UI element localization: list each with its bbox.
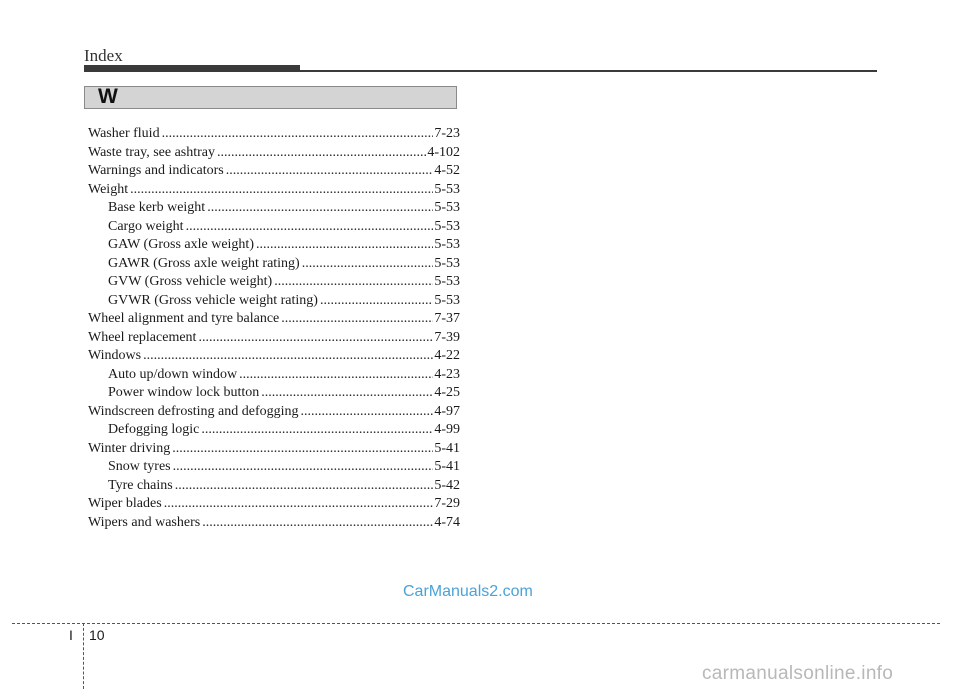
- dot-leader: [302, 255, 434, 274]
- dot-leader: [198, 329, 433, 348]
- index-term: Windows: [88, 348, 142, 363]
- index-entry[interactable]: [88, 144, 460, 163]
- index-page-ref: 5-41: [434, 459, 460, 474]
- dot-leader: [256, 236, 433, 255]
- dot-leader: [143, 347, 433, 366]
- index-subentry[interactable]: [88, 384, 460, 403]
- dot-leader: [175, 477, 434, 496]
- index-term: Windscreen defrosting and defogging: [88, 403, 299, 419]
- index-page-ref: 4-99: [434, 422, 460, 437]
- index-subentry[interactable]: [88, 199, 460, 218]
- dot-leader: [301, 403, 434, 422]
- index-entry[interactable]: [88, 310, 460, 329]
- dot-leader: [207, 199, 433, 218]
- dot-leader: [226, 162, 434, 181]
- index-page-ref: 4-97: [434, 403, 460, 419]
- index-page-ref: 4-74: [434, 514, 460, 530]
- index-page-ref: 4-25: [434, 385, 460, 400]
- index-term: GAWR (Gross axle weight rating): [108, 255, 300, 271]
- index-list: [88, 125, 460, 532]
- index-page-ref: 5-53: [434, 255, 460, 271]
- index-entry[interactable]: [88, 181, 460, 200]
- dot-leader: [164, 495, 434, 514]
- index-subentry[interactable]: [88, 366, 460, 385]
- index-page-ref: 4-52: [434, 163, 460, 178]
- index-term: Waste tray, see ashtray: [88, 144, 216, 160]
- index-subentry[interactable]: [88, 421, 460, 440]
- index-subentry[interactable]: [88, 236, 460, 255]
- section-letter: W: [98, 85, 118, 108]
- index-entry[interactable]: [88, 514, 460, 533]
- header-rule-thin: [300, 70, 877, 72]
- index-page-ref: 5-53: [434, 274, 460, 289]
- dot-leader: [172, 440, 433, 459]
- footer-divider: [12, 623, 940, 624]
- index-term: Tyre chains: [108, 477, 173, 493]
- index-subentry[interactable]: [88, 218, 460, 237]
- index-subentry[interactable]: [88, 255, 460, 274]
- dot-leader: [162, 125, 434, 144]
- index-page-ref: 5-42: [434, 477, 460, 493]
- dot-leader: [201, 421, 433, 440]
- index-page-ref: 7-29: [434, 496, 460, 511]
- index-entry[interactable]: [88, 403, 460, 422]
- page-title: Index: [84, 46, 123, 65]
- bottom-watermark: carmanualsonline.info: [702, 663, 894, 684]
- footer-vertical-divider: [83, 623, 84, 689]
- section-letter-bar: [84, 86, 457, 109]
- index-term: Winter driving: [88, 440, 171, 456]
- index-page-ref: 7-39: [434, 329, 460, 345]
- index-term: GVW (Gross vehicle weight): [108, 274, 273, 289]
- index-term: Weight: [88, 181, 129, 197]
- index-page-ref: 5-53: [434, 200, 460, 215]
- index-term: Wheel alignment and tyre balance: [88, 311, 280, 326]
- index-term: Warnings and indicators: [88, 163, 224, 178]
- index-entry[interactable]: [88, 440, 460, 459]
- index-term: Snow tyres: [108, 459, 171, 474]
- index-page-ref: 4-23: [434, 366, 460, 382]
- dot-leader: [320, 292, 433, 311]
- index-entry[interactable]: [88, 329, 460, 348]
- dot-leader: [186, 218, 434, 237]
- index-page-ref: 7-23: [434, 126, 460, 141]
- dot-leader: [239, 366, 433, 385]
- dot-leader: [217, 144, 426, 163]
- index-entry[interactable]: [88, 495, 460, 514]
- watermark-link[interactable]: CarManuals2.com: [403, 583, 533, 600]
- index-page-ref: 5-53: [434, 292, 460, 308]
- dot-leader: [173, 458, 434, 477]
- dot-leader: [281, 310, 433, 329]
- index-term: Wheel replacement: [88, 329, 197, 345]
- index-page-ref: 7-37: [434, 311, 460, 326]
- dot-leader: [130, 181, 433, 200]
- index-term: Power window lock button: [108, 385, 260, 400]
- footer-page-number: 10: [89, 627, 105, 643]
- index-entry[interactable]: [88, 347, 460, 366]
- index-term: Wipers and washers: [88, 514, 201, 530]
- index-subentry[interactable]: [88, 292, 460, 311]
- index-term: GAW (Gross axle weight): [108, 237, 254, 252]
- index-term: Cargo weight: [108, 218, 184, 234]
- index-subentry[interactable]: [88, 458, 460, 477]
- header-rule-thick: [84, 65, 300, 72]
- dot-leader: [261, 384, 433, 403]
- dot-leader: [202, 514, 433, 533]
- footer-section-label: I: [69, 627, 73, 643]
- index-entry[interactable]: [88, 125, 460, 144]
- index-page-ref: 5-53: [434, 218, 460, 234]
- index-subentry[interactable]: [88, 477, 460, 496]
- index-term: GVWR (Gross vehicle weight rating): [108, 292, 318, 308]
- index-term: Base kerb weight: [108, 200, 206, 215]
- index-page-ref: 5-53: [434, 237, 460, 252]
- index-term: Defogging logic: [108, 422, 200, 437]
- index-page-ref: 4-102: [427, 144, 460, 160]
- dot-leader: [274, 273, 433, 292]
- index-entry[interactable]: [88, 162, 460, 181]
- index-term: Washer fluid: [88, 126, 160, 141]
- index-subentry[interactable]: [88, 273, 460, 292]
- index-term: Auto up/down window: [108, 366, 238, 382]
- index-page-ref: 4-22: [434, 348, 460, 363]
- index-page-ref: 5-53: [434, 181, 460, 197]
- index-term: Wiper blades: [88, 496, 162, 511]
- index-page-ref: 5-41: [434, 440, 460, 456]
